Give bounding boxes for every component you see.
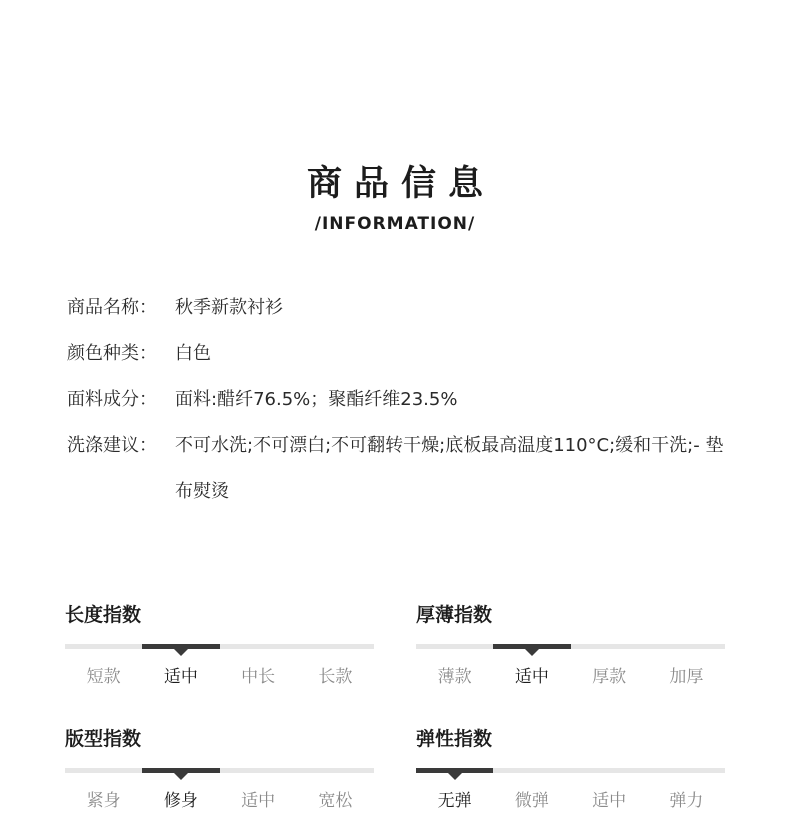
index-track [65, 644, 374, 649]
info-value: 面料:醋纤76.5%；聚酯纤维23.5% [175, 389, 458, 410]
info-label: 颜色种类： [67, 343, 157, 364]
index-pointer [174, 649, 188, 656]
info-label: 洗涤建议： [67, 435, 157, 456]
index-title: 长度指数 [65, 604, 142, 626]
section-title: 商品信息 [306, 164, 495, 204]
index-option: 适中 [514, 667, 549, 687]
index-option: 修身 [163, 791, 198, 811]
info-label: 商品名称： [67, 297, 157, 318]
section-subtitle: /INFORMATION/ [314, 214, 476, 234]
index-option: 微弹 [514, 791, 549, 811]
elasticity-index [416, 724, 725, 813]
length-index [65, 600, 374, 689]
index-track [416, 644, 725, 649]
index-track [65, 768, 374, 773]
info-row-washing [67, 423, 740, 515]
index-option: 无弹 [437, 791, 472, 811]
index-title: 弹性指数 [416, 728, 493, 750]
index-track [416, 768, 725, 773]
index-option: 厚款 [592, 667, 627, 687]
index-option: 适中 [592, 791, 627, 811]
index-option: 紧身 [86, 791, 121, 811]
info-row-fabric [67, 377, 740, 423]
info-row-color [67, 331, 740, 377]
index-title: 版型指数 [65, 728, 142, 750]
info-row-name [67, 285, 740, 331]
index-pointer [525, 649, 539, 656]
index-title: 厚薄指数 [416, 604, 493, 626]
index-option: 短款 [86, 667, 121, 687]
index-option: 弹力 [669, 791, 704, 811]
index-option: 宽松 [318, 791, 353, 811]
thickness-index [416, 600, 725, 689]
index-option: 适中 [163, 667, 198, 687]
index-option: 薄款 [437, 667, 472, 687]
info-value: 秋季新款衬衫 [175, 297, 283, 318]
index-pointer [174, 773, 188, 780]
info-value: 白色 [175, 343, 211, 364]
fit-index [65, 724, 374, 813]
info-value: 不可水洗;不可漂白;不可翻转干燥;底板最高温度110°C;缓和干洗;- 垫布熨烫 [175, 435, 724, 502]
index-option: 中长 [241, 667, 276, 687]
info-label: 面料成分： [67, 389, 157, 410]
index-option: 适中 [241, 791, 276, 811]
index-option: 加厚 [669, 667, 704, 687]
index-pointer [448, 773, 462, 780]
index-option: 长款 [318, 667, 353, 687]
